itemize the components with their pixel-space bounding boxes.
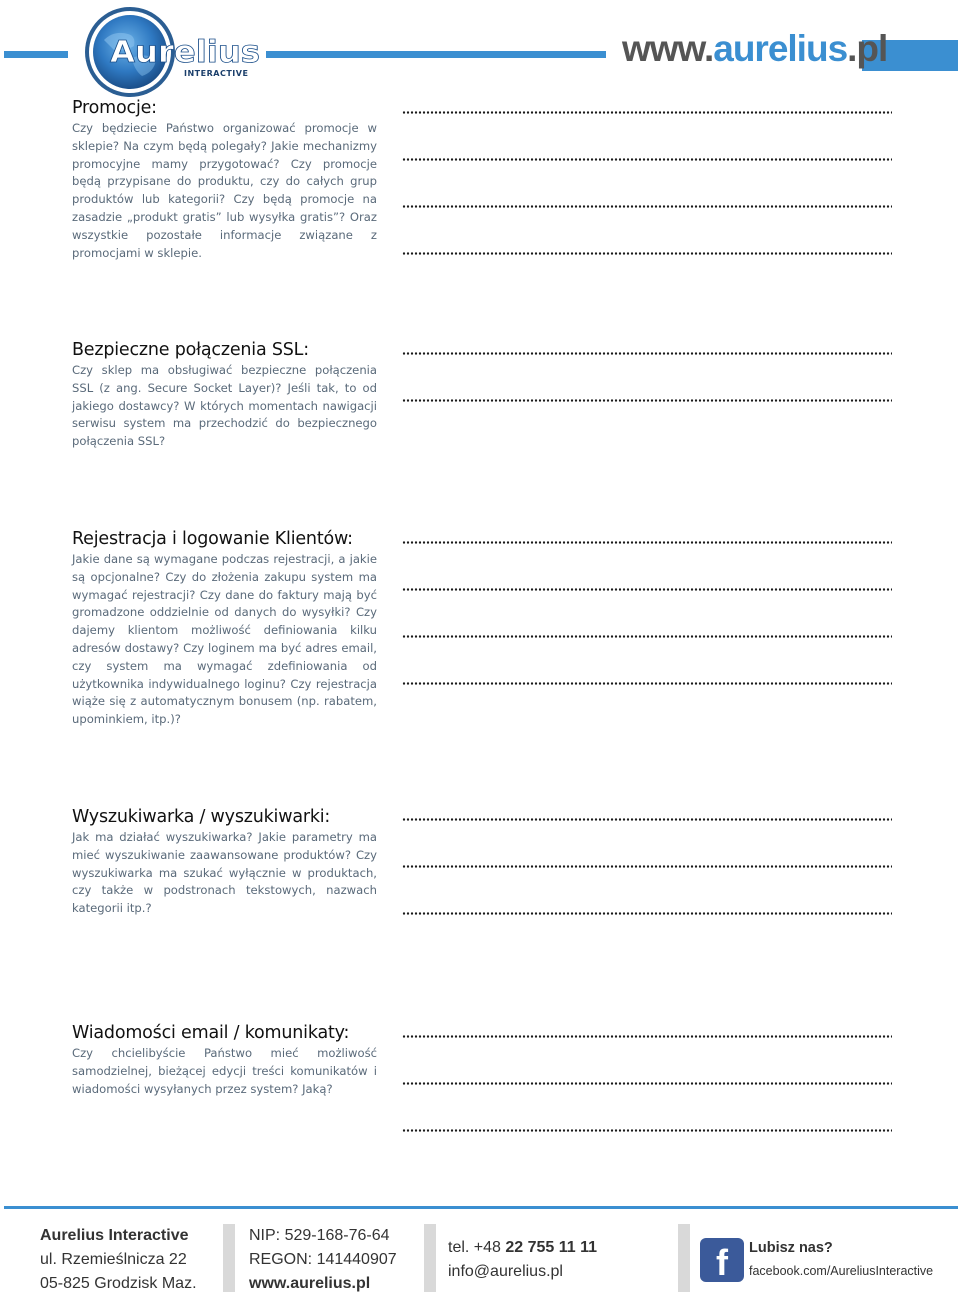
section-title: Wyszukiwarka / wyszukiwarki: [72,807,331,827]
footer-separator [424,1224,436,1292]
answer-dotted-line [402,1082,892,1085]
answer-dotted-line [402,635,892,638]
logo-wordmark: Aurelius [110,35,260,70]
footer-company-name: Aurelius Interactive [40,1227,189,1244]
url-brand: aurelius [713,28,848,69]
section-description: Czy chcielibyście Państwo mieć możliwość samodzielnej, bieżącej edycji treści komunikatów i wiadomości wysyłanych przez system? Jaką? [72,1046,377,1096]
footer-contact [448,1236,597,1284]
header-accent-bar-middle [266,51,606,58]
section-description: Jakie dane są wymagane podczas rejestracji, a jakie są opcjonalne? Czy do złożenia zakupu system ma wymagać rejestracji? Czy dane do faktury mają być gromadzone oddzielnie od danych do wysyłki? Czy dajemy klientom możliwość definiowania kilku adresów dostawy? Czy loginem ma być adres email, czy system ma wymagać zdefiniowania od użytkownika indywidualnego loginu? Czy rejestracja wiąże się z automatycznym bonusem (np. rabatem, upominkiem, itp.)? [72,552,377,727]
facebook-heading: Lubisz nas? [749,1240,833,1256]
section-promocje [72,98,892,268]
header-website-url[interactable] [622,28,887,70]
footer-registration [249,1224,397,1296]
answer-dotted-line [402,1035,892,1038]
footer-tel-prefix: tel. +48 [448,1239,506,1256]
section-title: Bezpieczne połączenia SSL: [72,340,309,360]
footer-street: ul. Rzemieślnicza 22 [40,1251,187,1268]
facebook-icon[interactable]: f [700,1238,744,1282]
answer-dotted-line [402,912,892,915]
answer-dotted-line [402,252,892,255]
header-accent-bar-left [4,51,68,58]
answer-dotted-line [402,818,892,821]
section-ssl [72,340,892,460]
footer-website-link[interactable]: www.aurelius.pl [249,1275,371,1292]
footer-separator [223,1224,235,1292]
footer-email-link[interactable]: info@aurelius.pl [448,1263,563,1280]
answer-dotted-line [402,1129,892,1132]
aurelius-logo [84,6,266,98]
footer-accent-rule [4,1206,958,1209]
footer-address [40,1224,197,1296]
section-title: Promocje: [72,98,157,118]
section-wyszukiwarka [72,807,892,927]
section-title: Rejestracja i logowanie Klientów: [72,529,353,549]
footer-nip: NIP: 529-168-76-64 [249,1227,390,1244]
footer-regon: REGON: 141440907 [249,1251,397,1268]
answer-dotted-line [402,682,892,685]
section-wiadomosci [72,1023,892,1143]
answer-dotted-line [402,352,892,355]
answer-dotted-line [402,399,892,402]
answer-dotted-line [402,865,892,868]
answer-dotted-line [402,158,892,161]
section-title: Wiadomości email / komunikaty: [72,1023,350,1043]
section-description: Jak ma działać wyszukiwarka? Jakie parametry ma mieć wyszukiwanie zaawansowane produktów? Czy wyszukiwarka ma szukać wyłącznie w produktach, czy także w podstronach tekstowych, nazwach kategorii itp.? [72,830,377,916]
answer-dotted-line [402,205,892,208]
footer-phone-link[interactable]: 22 755 11 11 [505,1239,598,1256]
footer-city: 05-825 Grodzisk Maz. [40,1275,197,1292]
facebook-link[interactable]: facebook.com/AureliusInteractive [749,1264,934,1278]
url-suffix: .pl [847,28,888,69]
answer-dotted-line [402,111,892,114]
url-prefix: www. [622,28,714,69]
section-rejestracja [72,529,892,739]
answer-dotted-line [402,541,892,544]
footer-separator [678,1224,690,1292]
section-description: Czy sklep ma obsługiwać bezpieczne połączenia SSL (z ang. Secure Socket Layer)? Jeśli tak, to od jakiego dostawcy? W których momentach nawigacji serwisu system ma przechodzić do bezpiecznego połączenia SSL? [72,363,377,449]
section-description: Czy będziecie Państwo organizować promocje w sklepie? Na czym będą polegały? Jakie mechanizmy promocyjne mamy przygotować? Czy promocje będą przypisane do produktu, czy do całych grup produktów lub kategorii? Czy będą promocje na zasadzie „produkt gratis” lub wysyłka gratis”? Oraz wszystkie pozostałe informacje związane z promocjami w sklepie. [72,121,377,260]
answer-dotted-line [402,588,892,591]
logo-subtext: INTERACTIVE [184,69,249,78]
